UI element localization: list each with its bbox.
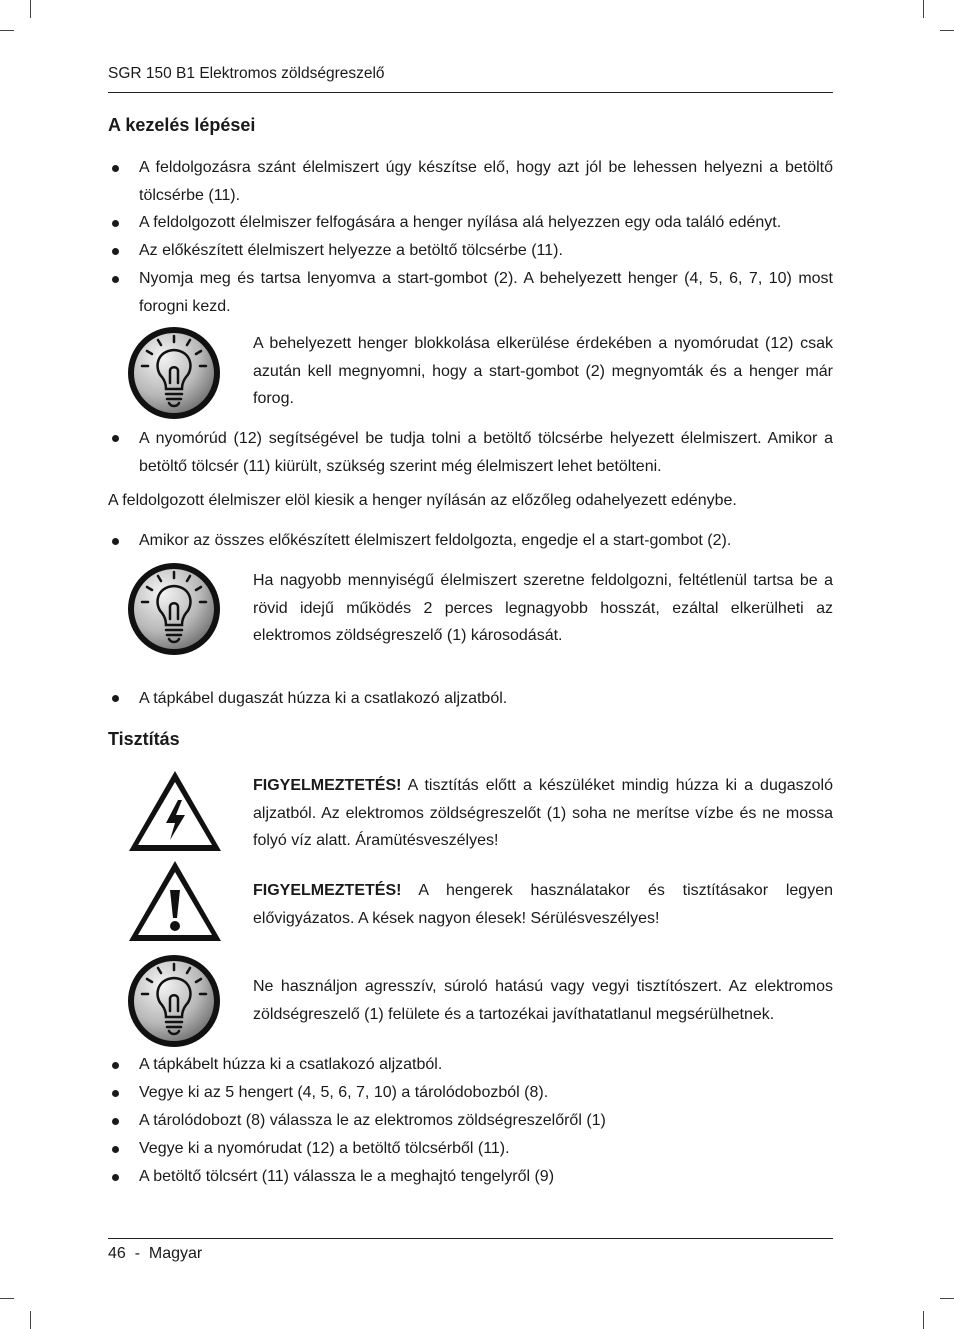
crop-mark <box>923 1311 924 1329</box>
lightbulb-icon <box>126 325 222 421</box>
crop-mark <box>940 30 954 31</box>
bullet-dot <box>112 220 119 227</box>
page-header-title: SGR 150 B1 Elektromos zöldségreszelő <box>108 65 385 82</box>
tip-text: Ha nagyobb mennyiségű élelmiszert szeretne feldolgozni, feltétlenül tartsa be a rövid idejű működés 2 perces legnagyobb hosszát, ezáltal elkerülheti az elektromos zöldségreszelő (1) károsodását. <box>253 572 833 644</box>
bullet-dot <box>112 1146 119 1153</box>
bullet-dot <box>112 248 119 255</box>
bullet-dot <box>112 435 119 442</box>
bullet-dot <box>112 1174 119 1181</box>
page-footer: 46 - Magyar <box>108 1245 203 1262</box>
list-item: Amikor az összes előkészített élelmiszert feldolgozta, engedje el a start-gombot (2). <box>139 532 732 549</box>
bullet-dot <box>112 695 119 702</box>
list-item: A tápkábelt húzza ki a csatlakozó aljzatból. <box>139 1056 443 1073</box>
high-voltage-warning-icon <box>126 768 224 854</box>
crop-mark <box>923 0 924 18</box>
list-item: Vegye ki az 5 hengert (4, 5, 6, 7, 10) a tárolódobozból (8). <box>139 1084 549 1101</box>
list-item: A tárolódobozt (8) válassza le az elektromos zöldségreszelőről (1) <box>139 1112 606 1129</box>
bullet-dot <box>112 538 119 545</box>
footer-rule <box>108 1238 833 1239</box>
crop-mark <box>0 30 14 31</box>
tip-text: A behelyezett henger blokkolása elkerülése érdekében a nyomórudat (12) csak azután kell megnyomni, hogy a start-gombot (2) megnyomták és a henger már forog. <box>253 335 833 407</box>
section-heading-cleaning: Tisztítás <box>108 729 180 749</box>
warning-label: FIGYELMEZTETÉS! <box>253 882 402 899</box>
list-item: A tápkábel dugaszát húzza ki a csatlakozó aljzatból. <box>139 690 508 707</box>
list-item: Vegye ki a nyomórudat (12) a betöltő tölcsérből (11). <box>139 1140 510 1157</box>
warning-text-electric <box>253 772 833 855</box>
bullet-dot <box>112 1062 119 1069</box>
warning-body: A tisztítás előtt a készüléket mindig húzza ki a dugaszoló aljzatból. Az elektromos zöldségreszelőt (1) soha ne merítse vízbe és ne mossa folyó víz alatt. Áramütésveszélyes! <box>253 777 833 849</box>
crop-mark <box>940 1298 954 1299</box>
list-item: Az előkészített élelmiszert helyezze a betöltő tölcsérbe (11). <box>139 242 563 259</box>
warning-label: FIGYELMEZTETÉS! <box>253 777 402 794</box>
bullet-dot <box>112 1118 119 1125</box>
body-paragraph: A feldolgozott élelmiszer elöl kiesik a henger nyílásán az előzőleg odahelyezett edénybe. <box>108 492 737 509</box>
crop-mark <box>30 0 31 18</box>
bullet-dot <box>112 165 119 172</box>
header-rule <box>108 92 833 93</box>
warning-body: A hengerek használatakor és tisztításakor legyen elővigyázatos. A kések nagyon élesek! Sérülésveszélyes! <box>253 882 833 927</box>
lightbulb-icon <box>126 953 222 1049</box>
lightbulb-icon <box>126 561 222 657</box>
exclamation-warning-icon <box>126 858 224 944</box>
warning-text-blades <box>253 877 833 932</box>
bullet-dot <box>112 276 119 283</box>
crop-mark <box>30 1311 31 1329</box>
list-item: A feldolgozott élelmiszer felfogására a henger nyílása alá helyezzen egy oda találó edényt. <box>139 214 782 231</box>
list-item: A betöltő tölcsért (11) válassza le a meghajtó tengelyről (9) <box>139 1168 555 1185</box>
bullet-dot <box>112 1090 119 1097</box>
tip-text: Ne használjon agresszív, súroló hatású vagy vegyi tisztítószert. Az elektromos zöldségreszelő (1) felülete és a tartozékai javíthatatlanul megsérülhetnek. <box>253 978 833 1023</box>
list-item: A nyomórúd (12) segítségével be tudja tolni a betöltő tölcsérbe helyezett élelmiszert. Amikor a betöltő tölcsér (11) kiürült, szükség szerint még élelmiszert lehet betölteni. <box>139 430 833 475</box>
list-item: A feldolgozásra szánt élelmiszert úgy készítse elő, hogy azt jól be lehessen helyezni a betöltő tölcsérbe (11). <box>139 159 833 204</box>
section-heading-operation: A kezelés lépései <box>108 115 256 135</box>
crop-mark <box>0 1298 14 1299</box>
list-item: Nyomja meg és tartsa lenyomva a start-gombot (2). A behelyezett henger (4, 5, 6, 7, 10) most forogni kezd. <box>139 270 833 315</box>
